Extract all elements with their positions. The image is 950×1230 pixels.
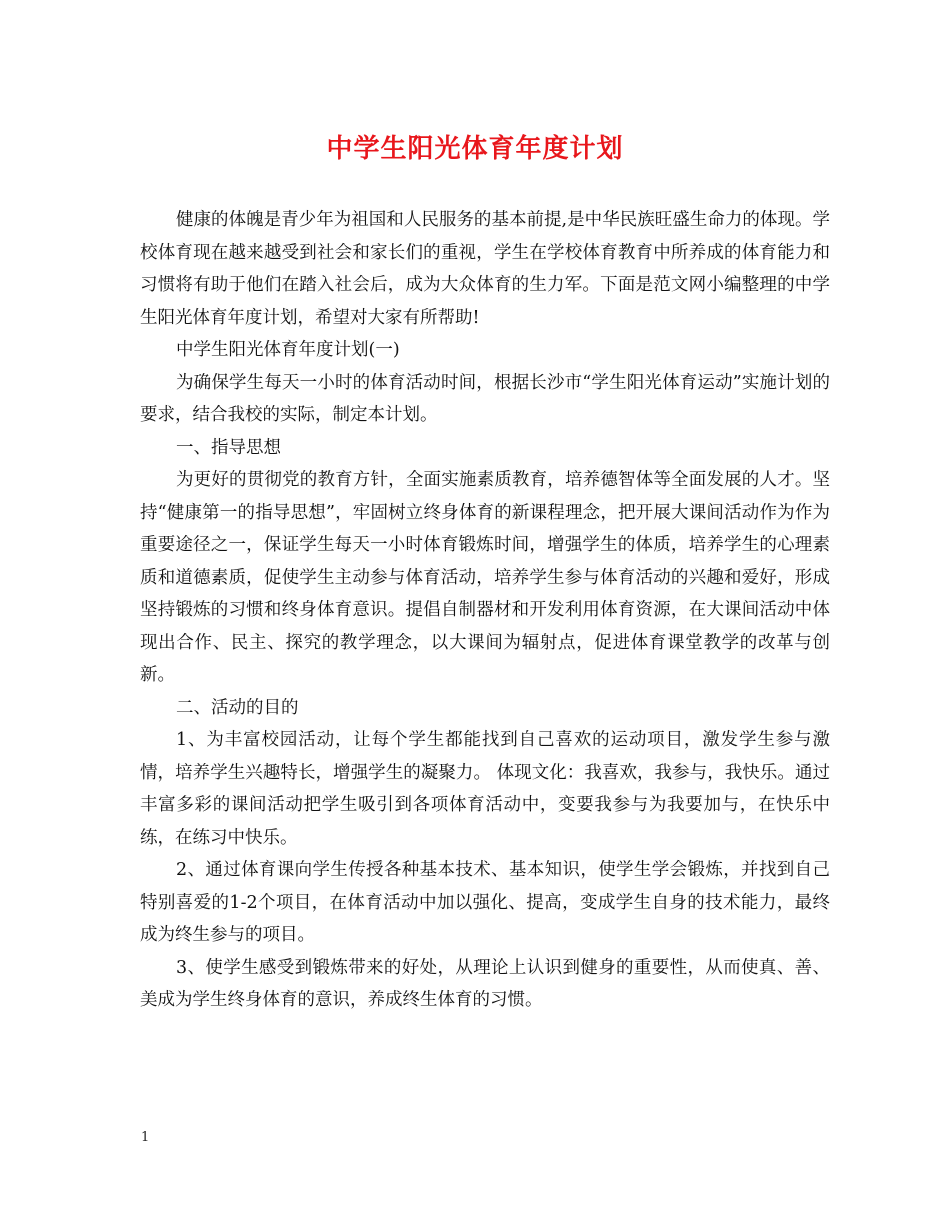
intro-paragraph: 健康的体魄是青少年为祖国和人民服务的基本前提,是中华民族旺盛生命力的体现。学校体育现在越来越受到社会和家长们的重视，学生在学校体育教育中所养成的体育能力和习惯将有助于他们在踏入社会后，成为大众体育的生力军。下面是范文网小编整理的中学生阳光体育年度计划，希望对大家有所帮助! [140,210,830,328]
activity-purpose-item-3: 3、使学生感受到锻炼带来的好处，从理论上认识到健身的重要性，从而使真、善、美成为学生终身体育的意识，养成终生体育的习惯。 [140,957,830,1010]
page-number: 1 [141,1130,150,1145]
section-heading-plan-one: 中学生阳光体育年度计划(一) [176,340,400,360]
guiding-thought-paragraph: 为更好的贯彻党的教育方针，全面实施素质教育，培养德智体等全面发展的人才。坚持“健康第一的指导思想”，牢固树立终身体育的新课程理念，把开展大课间活动作为作为重要途径之一，保证学生每天一小时体育锻炼时间，增强学生的体质，培养学生的心理素质和道德素质，促使学生主动参与体育活动，培养学生参与体育活动的兴趣和爱好，形成坚持锻炼的习惯和终身体育意识。提倡自制器材和开发利用体育资源，在大课间活动中体现出合作、民主、探究的教学理念，以大课间为辐射点，促进体育课堂教学的改革与创新。 [140,470,830,685]
purpose-paragraph: 为确保学生每天一小时的体育活动时间，根据长沙市“学生阳光体育运动”实施计划的要求，结合我校的实际，制定本计划。 [140,372,830,425]
section-heading-guiding-thought: 一、指导思想 [176,437,281,458]
document-body [140,204,830,1017]
document-title: 中学生阳光体育年度计划 [326,134,624,164]
section-heading-activity-purpose: 二、活动的目的 [176,697,299,718]
activity-purpose-item-2: 2、通过体育课向学生传授各种基本技术、基本知识，使学生学会锻炼，并找到自己特别喜爱的1-2个项目，在体育活动中加以强化、提高，变成学生自身的技术能力，最终成为终生参与的项目。 [140,860,830,945]
activity-purpose-item-1: 1、为丰富校园活动，让每个学生都能找到自己喜欢的运动项目，激发学生参与激情，培养学生兴趣特长，增强学生的凝聚力。 体现文化：我喜欢，我参与，我快乐。通过丰富多彩的课间活动把学生吸引到各项体育活动中，变要我参与为我要加与，在快乐中练，在练习中快乐。 [140,730,830,848]
